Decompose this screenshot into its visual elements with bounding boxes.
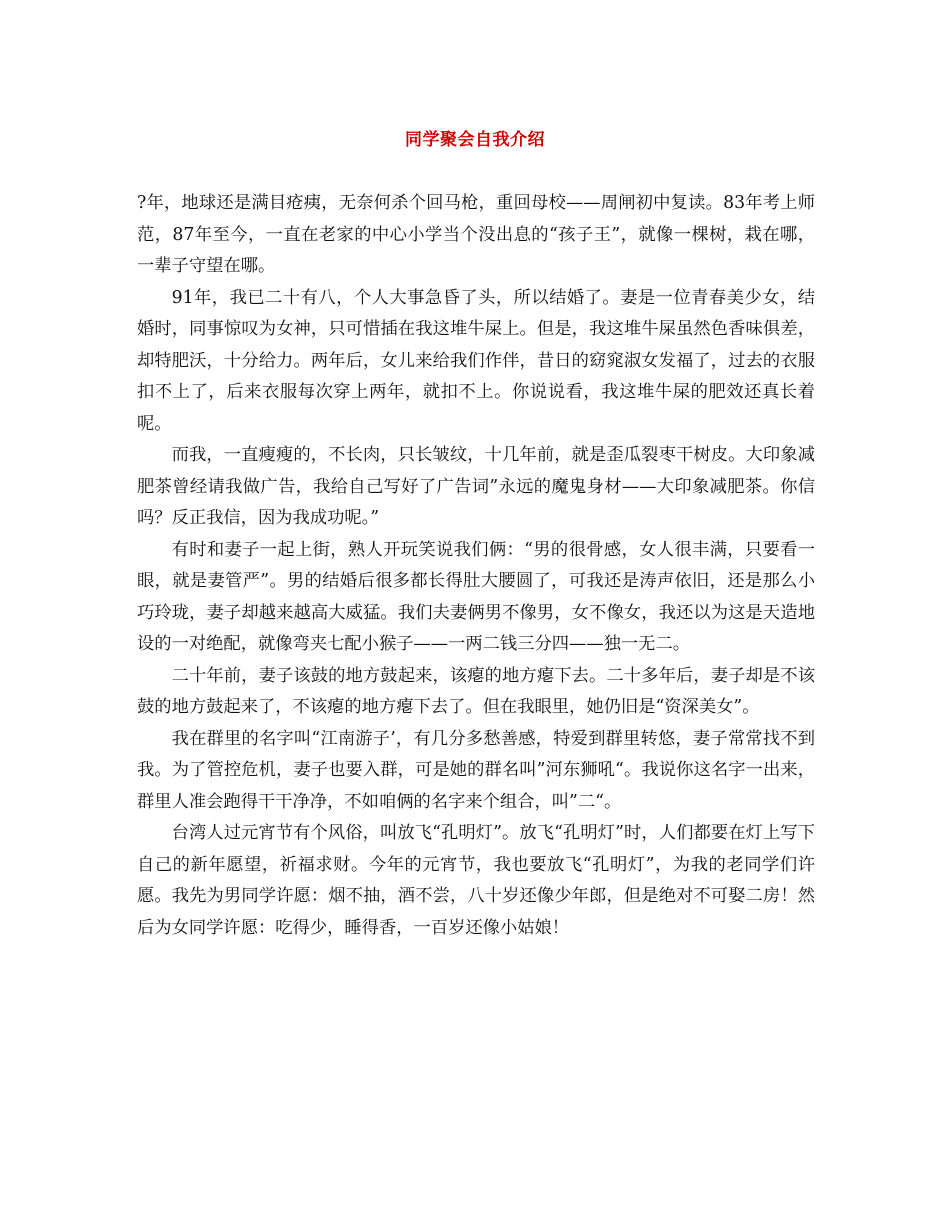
paragraph-1: ?年，地球还是满目疮痍，无奈何杀个回马枪，重回母校——周闸初中复读。83年考上师范，87年至今，一直在老家的中心小学当个没出息的“孩子王”，就像一棵树，栽在哪，一辈子守望在哪。 <box>137 193 815 276</box>
paragraph-6: 我在群里的名字叫“江南游子’，有几分多愁善感，特爱到群里转悠，妻子常常找不到我。为了管控危机，妻子也要入群，可是她的群名叫”河东狮吼“。我说你这名字一出来，群里人准会跑得干干净净，不如咱俩的名字来个组合，叫”二“。 <box>137 728 815 812</box>
paragraph-4: 有时和妻子一起上街，熟人开玩笑说我们俩：“男的很骨感，女人很丰满，只要看一眼，就是妻管严”。男的结婚后很多都长得肚大腰圆了，可我还是涛声依旧，还是那么小巧玲珑，妻子却越来越高大威猛。我们夫妻俩男不像男，女不像女，我还以为这是天造地设的一对绝配，就像弯夹七配小猴子——一两二钱三分四——独一无二。 <box>137 539 815 654</box>
paragraph-7: 台湾人过元宵节有个风俗，叫放飞“孔明灯”。放飞“孔明灯”时，人们都要在灯上写下自己的新年愿望，祈福求财。今年的元宵节，我也要放飞“孔明灯”，为我的老同学们许愿。我先为男同学许愿：烟不抽，酒不尝，八十岁还像少年郎，但是绝对不可娶二房！然后为女同学许愿：吃得少，睡得香，一百岁还像小姑娘！ <box>137 823 815 938</box>
paragraph-2: 91年，我已二十有八，个人大事急昏了头，所以结婚了。妻是一位青春美少女，结婚时，同事惊叹为女神，只可惜插在我这堆牛屎上。但是，我这堆牛屎虽然色香味俱差，却特肥沃，十分给力。两年后，女儿来给我们作伴，昔日的窈窕淑女发福了，过去的衣服扣不上了，后来衣服每次穿上两年，就扣不上。你说说看，我这堆牛屎的肥效还真长着呢。 <box>137 287 815 434</box>
document-title: 同学聚会自我介绍 <box>405 130 545 150</box>
paragraph-3: 而我，一直瘦瘦的，不长肉，只长皱纹，十几年前，就是歪瓜裂枣干树皮。大印象减肥茶曾经请我做广告，我给自己写好了广告词”永远的魔鬼身材——大印象减肥茶。你信吗？反正我信，因为我成功呢。” <box>137 445 815 528</box>
paragraph-5: 二十年前，妻子该鼓的地方鼓起来，该瘪的地方瘪下去。二十多年后，妻子却是不该鼓的地方鼓起来了，不该瘪的地方瘪下去了。但在我眼里，她仍旧是“资深美女”。 <box>137 665 815 717</box>
document-body <box>137 188 815 944</box>
